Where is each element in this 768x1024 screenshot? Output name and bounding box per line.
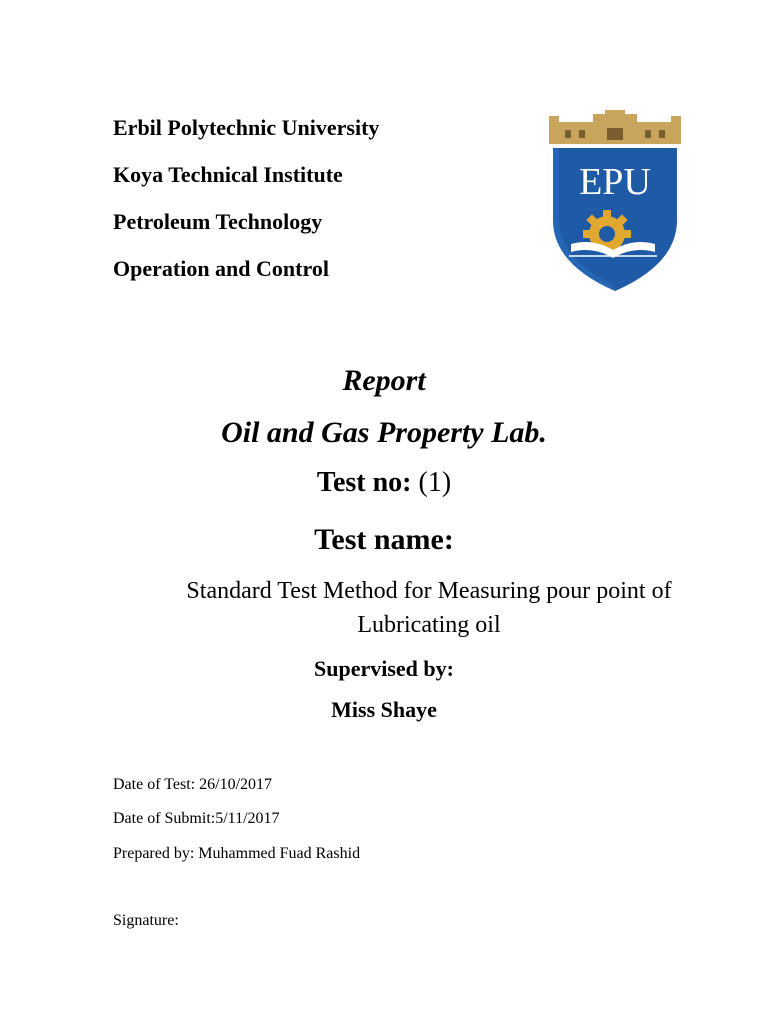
test-number-label: Test no:	[316, 467, 412, 498]
university-name: Erbil Polytechnic University	[113, 115, 380, 140]
branch-name: Operation and Control	[113, 256, 329, 281]
date-of-submit: Date of Submit:5/11/2017	[113, 810, 280, 827]
supervised-by-label: Supervised by:	[314, 656, 454, 681]
lab-title: Oil and Gas Property Lab.	[221, 416, 547, 449]
signature-label: Signature:	[113, 912, 179, 929]
test-number-value: (1)	[418, 467, 452, 498]
date-of-test: Date of Test: 26/10/2017	[113, 776, 273, 793]
logo-text: EPU	[579, 161, 651, 203]
test-name-label: Test name:	[314, 523, 454, 556]
test-number	[0, 465, 768, 501]
supervisor-name: Miss Shaye	[331, 697, 437, 722]
institute-name: Koya Technical Institute	[113, 162, 343, 187]
department-name: Petroleum Technology	[113, 209, 323, 234]
report-title: Report	[342, 364, 426, 397]
test-method: Standard Test Method for Measuring pour point of Lubricating oil	[186, 578, 672, 638]
prepared-by: Prepared by: Muhammed Fuad Rashid	[113, 845, 361, 862]
institution-block	[113, 114, 513, 302]
epu-logo	[545, 110, 685, 300]
